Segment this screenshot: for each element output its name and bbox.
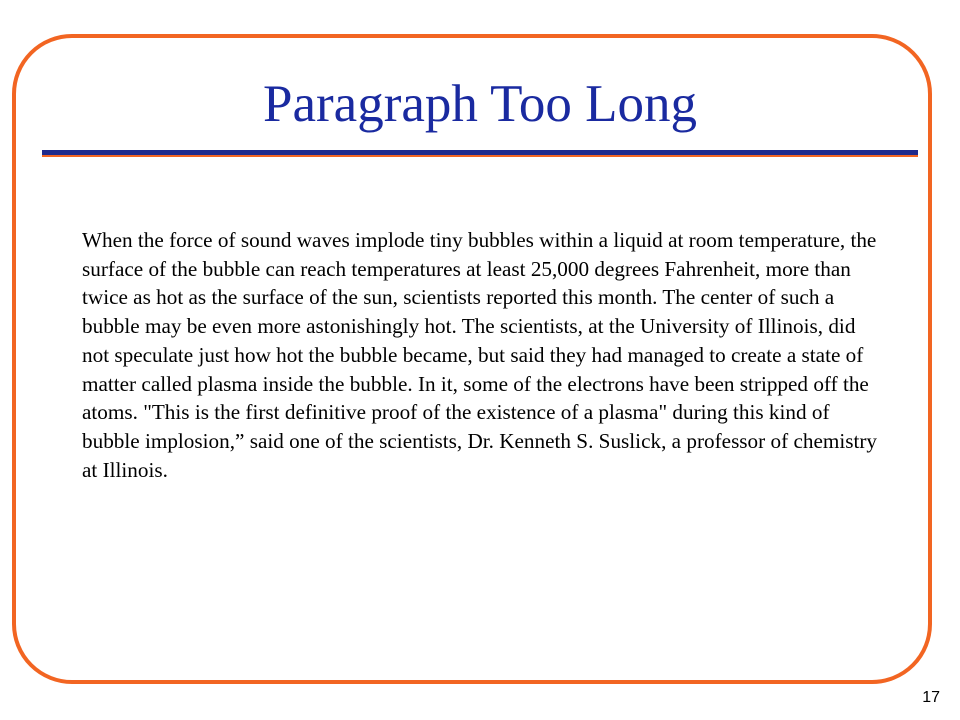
slide-title: Paragraph Too Long	[263, 75, 697, 133]
body-paragraph: When the force of sound waves implode tiny bubbles within a liquid at room temperature, the surface of the bubble can reach temperatures at least 25,000 degrees Fahrenheit, more than twice as hot as the surface of the sun, scientists reported this month. The center of such a bubble may be even more astonishingly hot. The scientists, at the University of Illinois, did not speculate just how hot the bubble became, but said they had managed to create a state of matter called plasma inside the bubble. In it, some of the electrons have been stripped off the atoms. "This is the first definitive proof of the existence of a plasma" during this kind of bubble implosion,” said one of the scientists, Dr. Kenneth S. Suslick, a professor of chemistry at Illinois.	[82, 228, 877, 482]
title-underline-orange	[42, 155, 918, 157]
slide-number: 17	[922, 689, 940, 706]
